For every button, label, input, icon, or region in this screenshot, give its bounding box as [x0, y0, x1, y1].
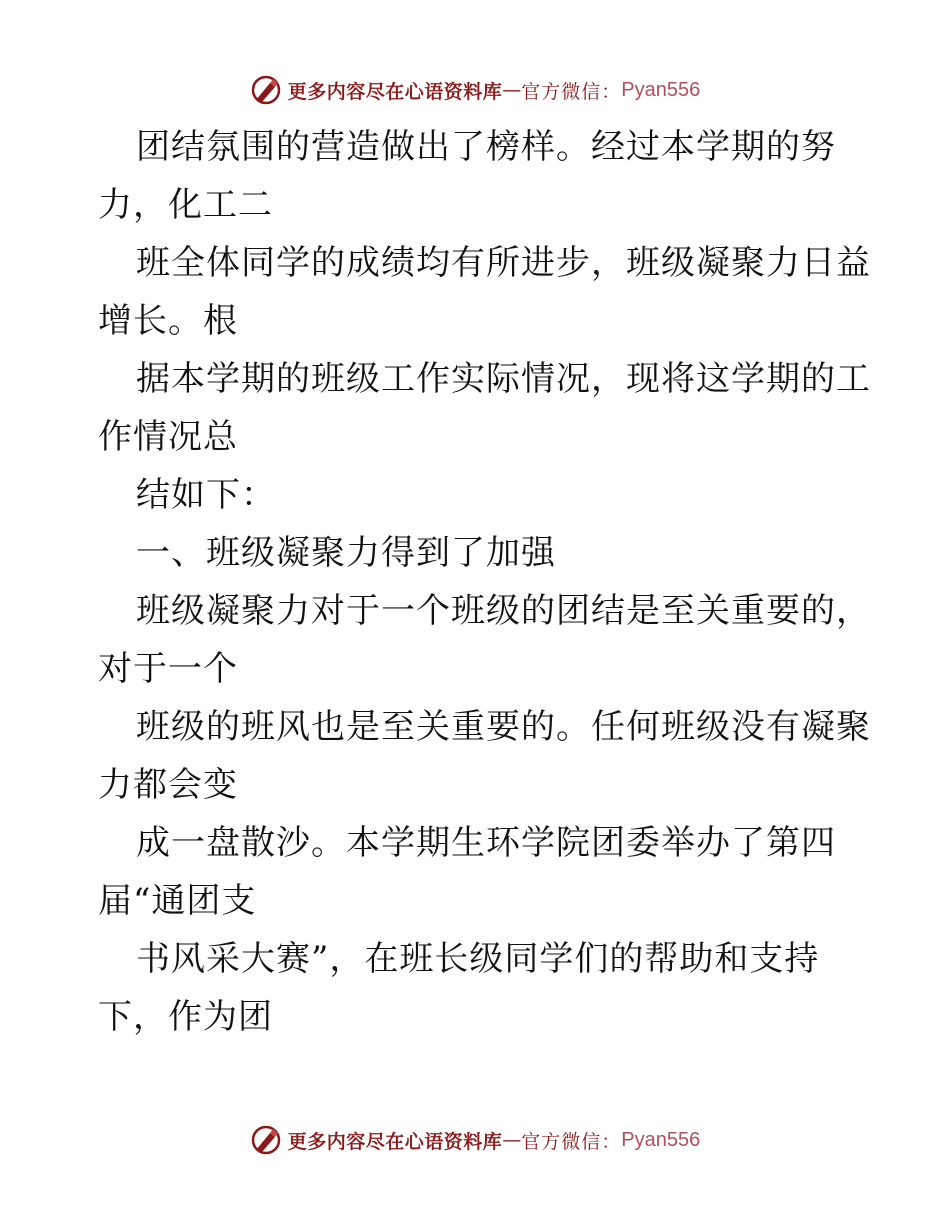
banner-wechat-id: Pyan556 [621, 78, 701, 101]
text-line: 书风采大赛”，在班长级同学们的帮助和支持 [136, 939, 820, 979]
text-line: 对于一个 [98, 649, 238, 689]
pen-logo-icon [250, 1124, 282, 1156]
header-banner [0, 70, 950, 110]
text-line: 力，化工二 [98, 185, 273, 225]
text-line: 作情况总 [98, 417, 238, 457]
text-line: 据本学期的班级工作实际情况，现将这学期的工 [136, 359, 871, 399]
text-line: 团结氛围的营造做出了榜样。经过本学期的努 [136, 127, 836, 167]
banner-separator: — [502, 79, 522, 101]
banner-title: 更多内容尽在心语资料库 [287, 1130, 503, 1153]
banner-wechat-label: 官方微信： [521, 1130, 622, 1153]
text-line: 班级的班风也是至关重要的。任何班级没有凝聚 [136, 707, 871, 747]
banner-wechat-label: 官方微信： [521, 80, 622, 103]
banner-separator: — [502, 1129, 522, 1151]
text-line: 力都会变 [98, 765, 238, 805]
text-line: 成一盘散沙。本学期生环学院团委举办了第四 [136, 823, 836, 863]
footer-banner [0, 1120, 950, 1160]
banner-wechat-id: Pyan556 [621, 1128, 701, 1151]
text-line: 增长。根 [98, 301, 238, 341]
text-line: 下，作为团 [98, 997, 273, 1037]
text-line: 班全体同学的成绩均有所进步，班级凝聚力日益 [136, 243, 871, 283]
text-line: 一、班级凝聚力得到了加强 [136, 533, 556, 573]
banner-title: 更多内容尽在心语资料库 [287, 80, 503, 103]
text-line: 结如下： [136, 475, 276, 515]
text-line: 班级凝聚力对于一个班级的团结是至关重要的， [136, 591, 871, 631]
document-body [98, 118, 871, 1046]
pen-logo-icon [250, 74, 282, 106]
text-line: 届“通团支 [98, 881, 257, 921]
